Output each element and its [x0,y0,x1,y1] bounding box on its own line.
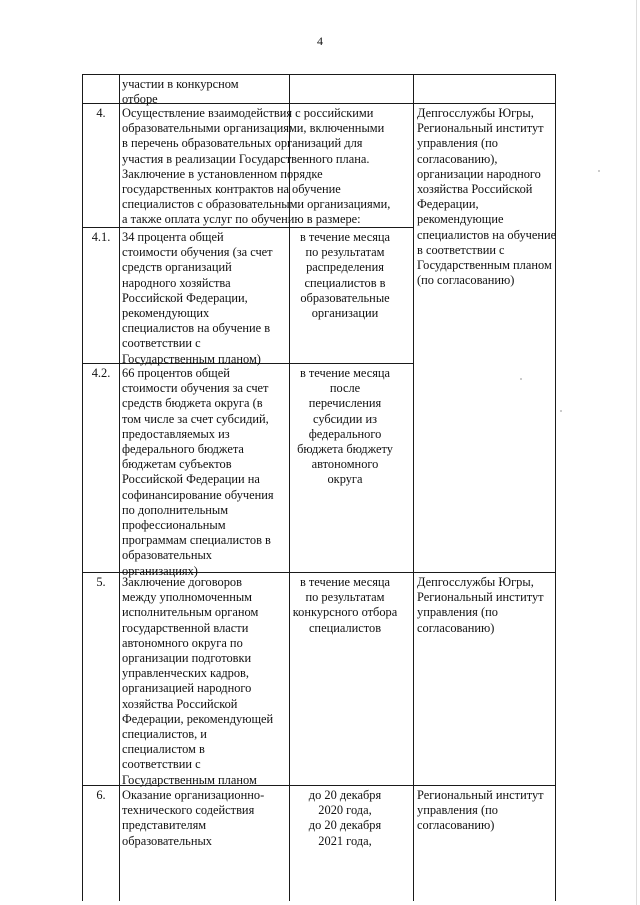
activity-cell: 66 процентов общей стоимости обучения за счет средств бюджета округа (в том числе за счет субсидий, предоставляемых из федерального бюджета бюджетам субъектов Российской Федерации на софинансирование обучения по дополнительным профессиональным программам специалистов в образовательных организациях) [122,366,274,578]
scan-edge [636,0,637,905]
column-divider [413,75,414,901]
scan-speck [520,378,522,380]
deadline-cell: в течение месяца по результатам конкурсного отбора специалистов [292,575,398,635]
deadline-cell: в течение месяца по результатам распределения специалистов в образовательные организации [299,230,391,321]
responsible-cell: Региональный институт управления (по согласованию) [417,788,544,833]
activity-cell: Заключение договоров между уполномоченным исполнительным органом государственной власти автономного округа по организации подготовки управленческих кадров, организацией народного хозяйства Российской Федерации, рекомендующей специалистов, и специалистом в соответствии с Государственным планом [122,575,274,787]
activity-cell: Оказание организационно- технического содействия представителям образовательных [122,788,265,848]
activity-cell: участии в конкурсном отборе [122,77,239,107]
row-number: 4.2. [91,366,111,380]
plan-table [82,74,556,901]
row-number: 4.1. [91,230,111,244]
deadline-cell: до 20 декабря 2020 года, до 20 декабря 2021 года, [308,788,382,848]
row-number: 6. [96,788,106,802]
scan-speck [560,410,562,412]
activity-cell: 34 процента общей стоимости обучения (за счет средств организаций народного хозяйства Российской Федерации, рекомендующих специалистов на обучение в соответствии с Государственным планом) [122,230,273,366]
responsible-cell: Депгосслужбы Югры, Региональный институт управления (по согласованию), организации народного хозяйства Российской Федерации, рекомендующие специалистов на обучение в соответствии с Государственным планом (по согласованию) [417,106,557,288]
row-number: 5. [96,575,106,589]
page-number: 4 [317,34,323,48]
activity-cell: Осуществление взаимодействия с российскими образовательными организациями, включенными в перечень образовательных организаций для участия в реализации Государственного плана. Заключение в установленном порядке государственных контрактов на обучение специалистов с образовательными организациями, а также оплата услуг по обучению в размере: [122,106,391,227]
scan-speck [598,170,600,172]
responsible-cell: Депгосслужбы Югры, Региональный институт управления (по согласованию) [417,575,544,635]
deadline-cell: в течение месяца после перечисления субсидии из федерального бюджета бюджету автономного округа [297,366,393,487]
row-number: 4. [96,106,106,120]
column-divider [119,75,120,901]
